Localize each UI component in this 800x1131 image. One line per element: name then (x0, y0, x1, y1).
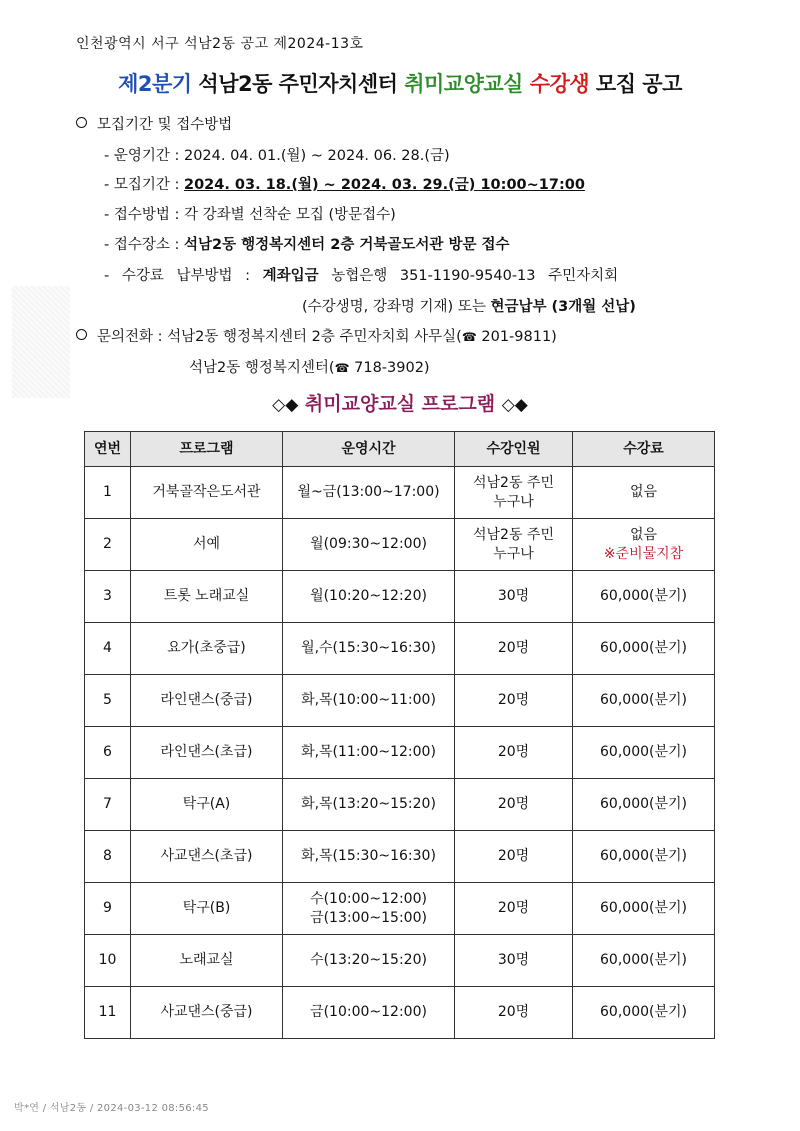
cell-time: 금(10:00~12:00) (283, 987, 455, 1039)
section-recruitment-heading: 모집기간 및 접수방법 (76, 113, 232, 134)
cell-fee: 60,000(분기) (573, 987, 715, 1039)
cell-time: 월,수(15:30~16:30) (283, 623, 455, 675)
program-heading-text: 취미교양교실 프로그램 (304, 393, 496, 415)
cell-fee: 없음 (573, 467, 715, 519)
col-header-program: 프로그램 (131, 432, 283, 467)
title-notice: 모집 공고 (589, 72, 682, 96)
cell-program: 탁구(A) (131, 779, 283, 831)
contact-line-2: 석남2동 행정복지센터(☎ 718-3902) (189, 360, 430, 376)
recruitment-period: - 모집기간 : 2024. 03. 18.(월) ~ 2024. 03. 29.(금) 10:00~17:00 (104, 177, 585, 193)
title-class: 취미교양교실 (404, 72, 523, 96)
cell-capacity: 20명 (455, 623, 573, 675)
col-header-time: 운영시간 (283, 432, 455, 467)
cell-time: 월(09:30~12:00) (283, 519, 455, 571)
cell-time: 화,목(15:30~16:30) (283, 831, 455, 883)
table-row (85, 779, 715, 831)
cell-capacity: 20명 (455, 727, 573, 779)
document-stamp: 박*연 / 석남2동 / 2024-03-12 08:56:45 (14, 1103, 209, 1114)
cell-no: 7 (85, 779, 131, 831)
table-row (85, 727, 715, 779)
diamond-icon: ◇◆ (501, 395, 528, 415)
scan-artifact (12, 286, 70, 398)
supplies-note: ※준비물지참 (603, 545, 684, 562)
table-row (85, 935, 715, 987)
page-title (0, 68, 800, 98)
phone-icon: ☎ (461, 330, 477, 344)
application-place: - 접수장소 : 석남2동 행정복지센터 2층 거북골도서관 방문 접수 (104, 237, 510, 253)
cell-capacity: 20명 (455, 779, 573, 831)
program-heading (0, 389, 800, 416)
cell-time: 월~금(13:00~17:00) (283, 467, 455, 519)
cell-fee: 60,000(분기) (573, 779, 715, 831)
cell-no: 2 (85, 519, 131, 571)
cell-no: 9 (85, 883, 131, 935)
phone-icon: ☎ (334, 361, 350, 375)
application-method: - 접수방법 : 각 강좌별 선착순 모집 (방문접수) (104, 207, 396, 223)
table-row (85, 883, 715, 935)
cell-time: 화,목(11:00~12:00) (283, 727, 455, 779)
title-center: 석남2동 주민자치센터 (191, 72, 405, 96)
cell-time: 화,목(10:00~11:00) (283, 675, 455, 727)
cell-fee: 없음 ※준비물지참 (573, 519, 715, 571)
notice-reference: 인천광역시 서구 석남2동 공고 제2024-13호 (76, 36, 364, 52)
cell-time: 화,목(13:20~15:20) (283, 779, 455, 831)
cell-no: 11 (85, 987, 131, 1039)
col-header-capacity: 수강인원 (455, 432, 573, 467)
cell-capacity: 30명 (455, 935, 573, 987)
cell-no: 3 (85, 571, 131, 623)
cell-capacity: 20명 (455, 831, 573, 883)
cell-no: 10 (85, 935, 131, 987)
cell-fee: 60,000(분기) (573, 675, 715, 727)
table-row (85, 571, 715, 623)
cell-fee: 60,000(분기) (573, 831, 715, 883)
cell-no: 8 (85, 831, 131, 883)
cell-fee: 60,000(분기) (573, 727, 715, 779)
cell-capacity: 20명 (455, 675, 573, 727)
cell-program: 라인댄스(중급) (131, 675, 283, 727)
col-header-no: 연번 (85, 432, 131, 467)
cell-time: 수(13:20~15:20) (283, 935, 455, 987)
cell-program: 서예 (131, 519, 283, 571)
cell-fee: 60,000(분기) (573, 883, 715, 935)
cell-capacity: 30명 (455, 571, 573, 623)
cell-capacity: 석남2동 주민 누구나 (455, 519, 573, 571)
table-row (85, 831, 715, 883)
circle-bullet-icon (76, 329, 87, 340)
cell-no: 5 (85, 675, 131, 727)
cell-program: 거북골작은도서관 (131, 467, 283, 519)
cell-fee: 60,000(분기) (573, 571, 715, 623)
title-space (523, 72, 530, 96)
cell-capacity: 20명 (455, 987, 573, 1039)
cell-program: 트롯 노래교실 (131, 571, 283, 623)
cell-no: 6 (85, 727, 131, 779)
title-students: 수강생 (529, 72, 590, 96)
cell-program: 요가(초중급) (131, 623, 283, 675)
cell-program: 노래교실 (131, 935, 283, 987)
col-header-fee: 수강료 (573, 432, 715, 467)
table-row (85, 675, 715, 727)
cell-capacity: 석남2동 주민 누구나 (455, 467, 573, 519)
cell-fee: 60,000(분기) (573, 935, 715, 987)
fee-payment-detail: (수강생명, 강좌명 기재) 또는 현금납부 (3개월 선납) (302, 299, 636, 315)
cell-program: 탁구(B) (131, 883, 283, 935)
fee-payment-method: - 수강료 납부방법 : 계좌입금 농협은행 351-1190-9540-13 주민자치회 (104, 268, 619, 284)
program-table (84, 431, 715, 1039)
cell-capacity: 20명 (455, 883, 573, 935)
circle-bullet-icon (76, 117, 87, 128)
cell-program: 사교댄스(초급) (131, 831, 283, 883)
title-quarter: 제2분기 (118, 72, 192, 96)
table-row (85, 519, 715, 571)
cell-program: 라인댄스(초급) (131, 727, 283, 779)
cell-program: 사교댄스(중급) (131, 987, 283, 1039)
contact-line-1: 문의전화 : 석남2동 행정복지센터 2층 주민자치회 사무실(☎ 201-9811) (76, 325, 557, 346)
cell-fee: 60,000(분기) (573, 623, 715, 675)
diamond-icon: ◇◆ (272, 395, 299, 415)
cell-no: 4 (85, 623, 131, 675)
operation-period: - 운영기간 : 2024. 04. 01.(월) ~ 2024. 06. 28.(금) (104, 148, 450, 164)
table-row (85, 467, 715, 519)
recruitment-period-value: 2024. 03. 18.(월) ~ 2024. 03. 29.(금) 10:00~17:00 (183, 177, 585, 193)
table-row (85, 623, 715, 675)
cell-no: 1 (85, 467, 131, 519)
table-row (85, 987, 715, 1039)
cell-time: 수(10:00~12:00) 금(13:00~15:00) (283, 883, 455, 935)
cell-time: 월(10:20~12:20) (283, 571, 455, 623)
table-header-row (85, 432, 715, 467)
